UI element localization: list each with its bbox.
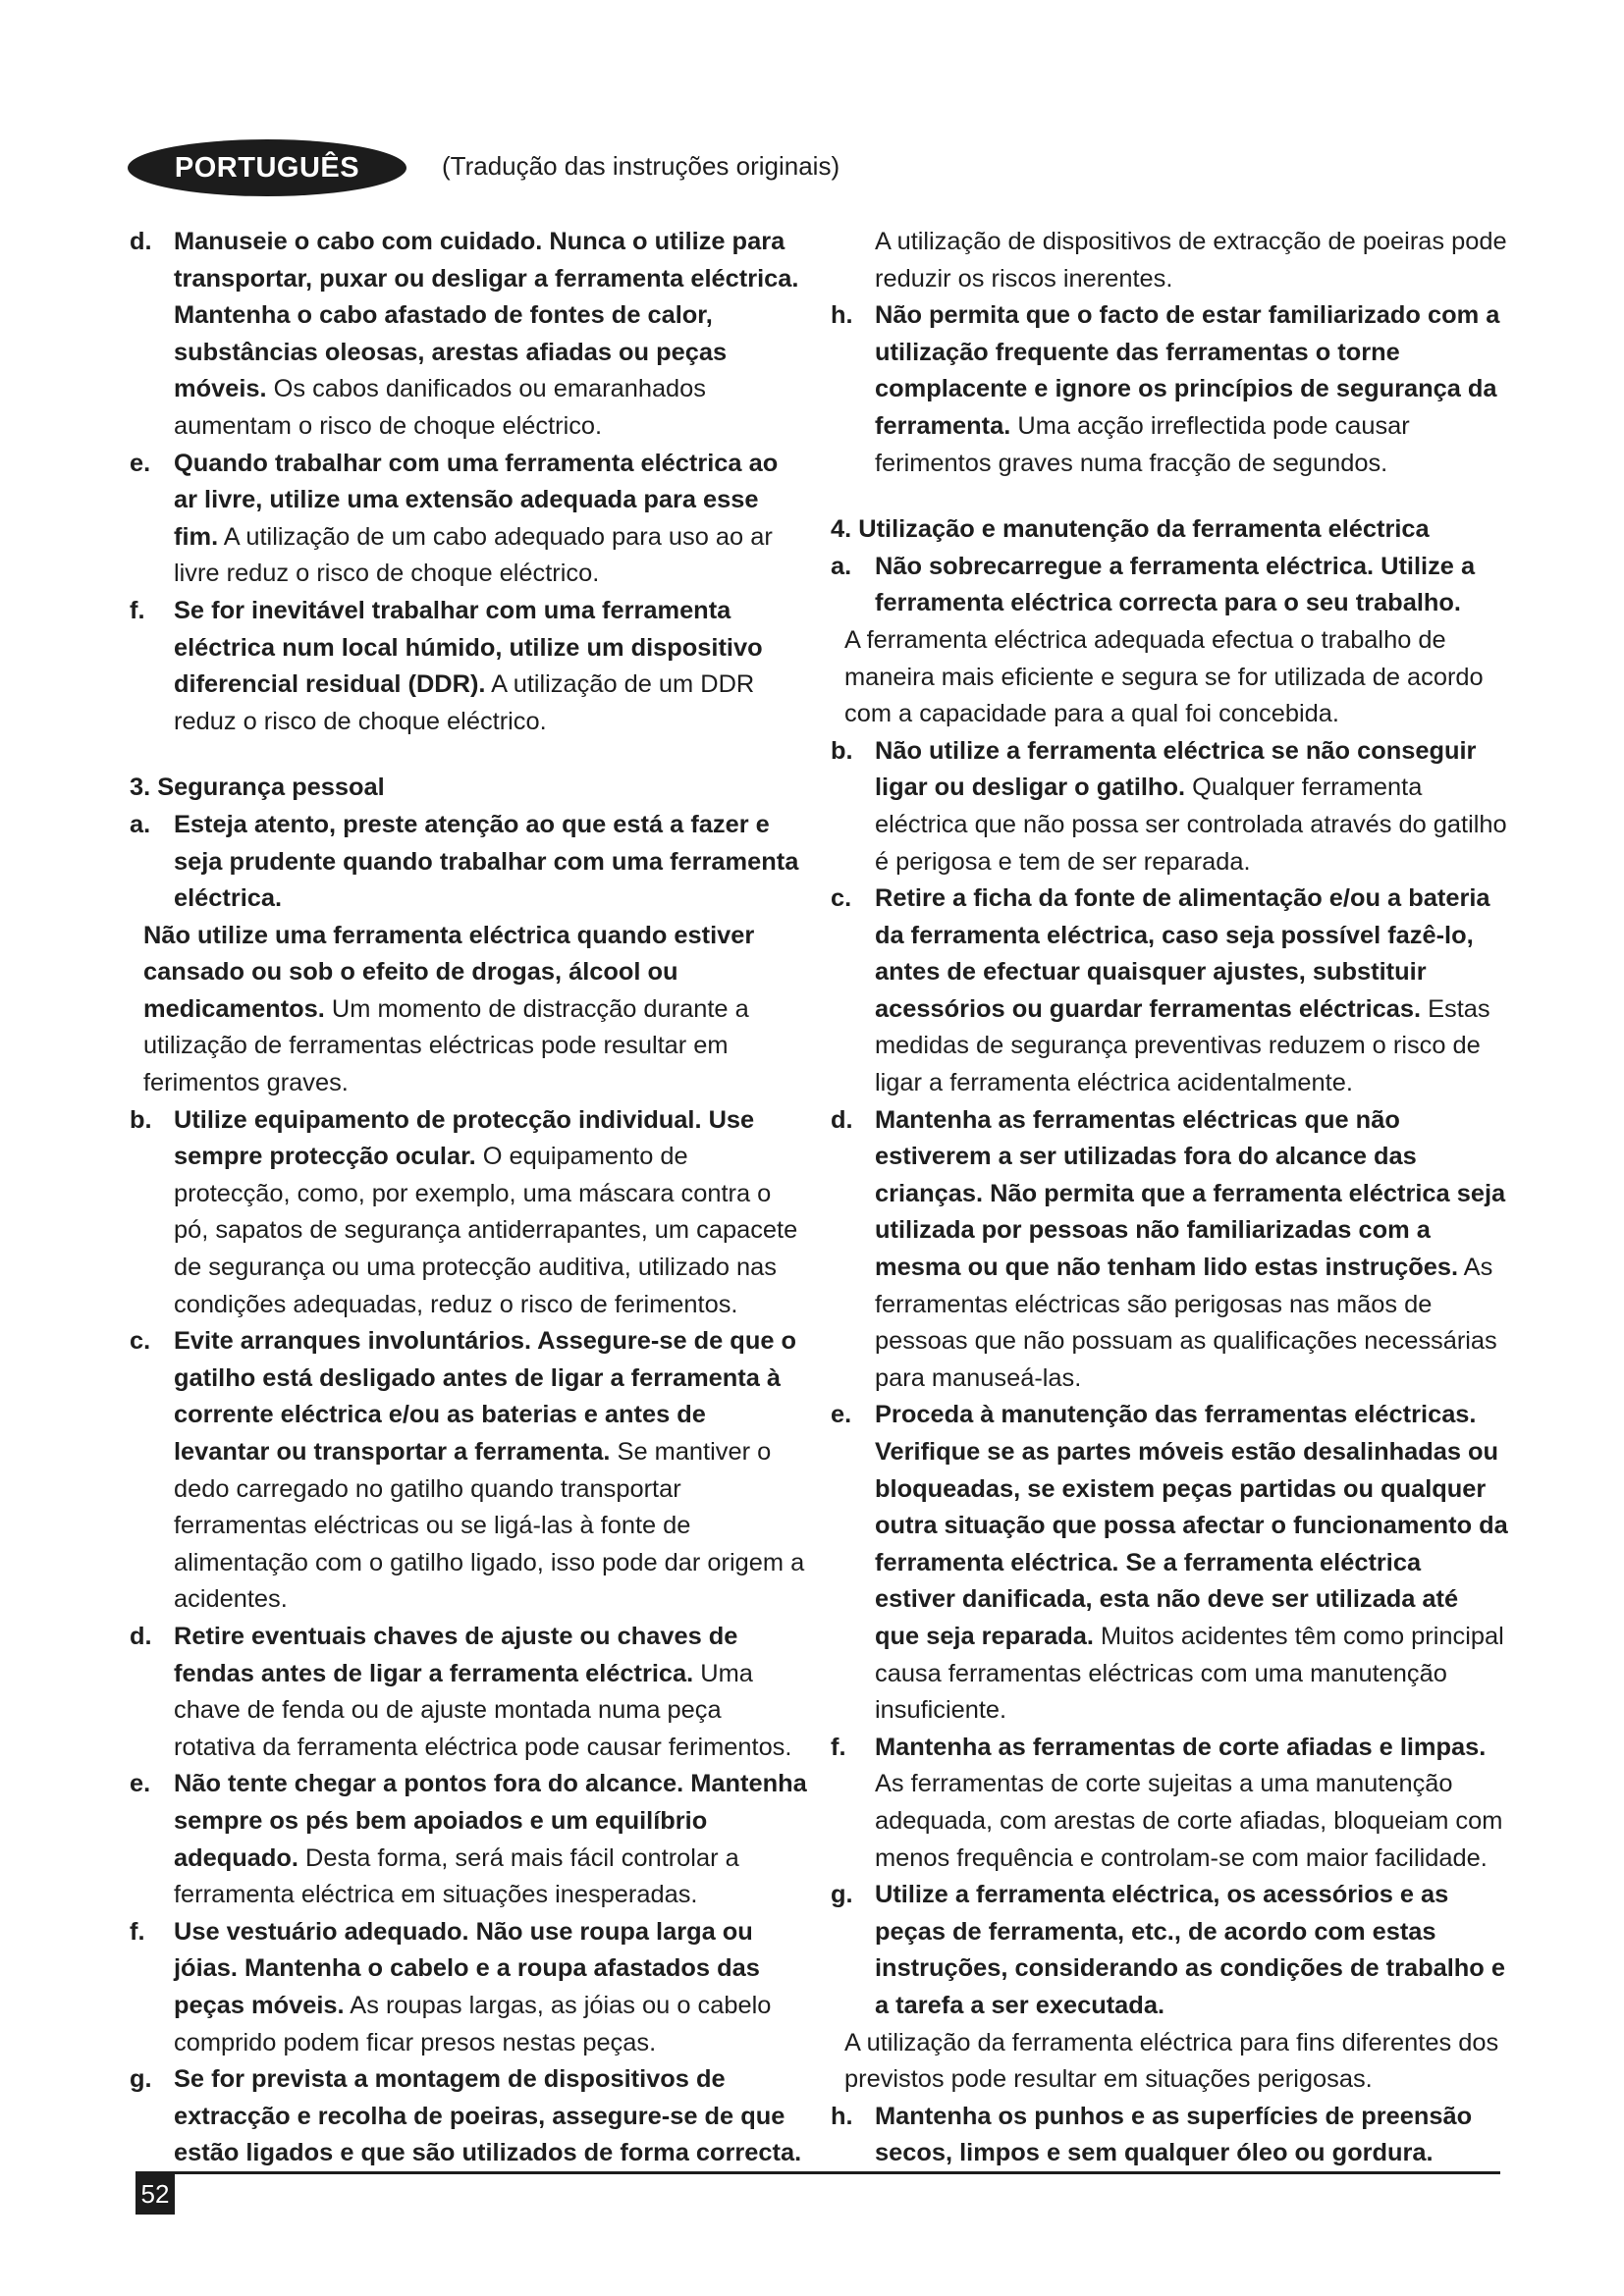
item-label: h. <box>831 301 853 330</box>
item-label: a. <box>130 810 151 838</box>
item-label: g. <box>130 2065 152 2094</box>
item-bold-text: Use vestuário adequado. Não use roupa larga ou jóias. Mantenha o cabelo e a roupa afastados das peças móveis. <box>174 1917 760 2019</box>
instruction-item <box>130 807 807 918</box>
item-text: A ferramenta eléctrica adequada efectua o trabalho de maneira mais eficiente e segura se for utilizada de acordo com a capacidade para a qual foi concebida. <box>844 625 1484 728</box>
item-bold-text: Proceda à manutenção das ferramentas eléctricas. Verifique se as partes móveis estão desalinhadas ou bloqueadas, se existem peças partidas ou qualquer outra situação que possa afectar o funcionamento da ferramenta eléctrica. Se a ferramenta eléctrica estiver danificada, esta não deve ser utilizada até que seja reparada. <box>875 1401 1508 1650</box>
item-text: As ferramentas de corte sujeitas a uma manutenção adequada, com arestas de corte afiadas, bloqueiam com menos frequência e controlam-se com maior facilidade. <box>875 1770 1503 1872</box>
item-bold-text: Mantenha as ferramentas eléctricas que não estiverem a ser utilizadas fora do alcance das crianças. Não permita que a ferramenta eléctrica seja utilizada por pessoas não familiarizadas com a mesma ou que não tenham lido estas instruções. <box>875 1105 1506 1282</box>
item-text: Desta forma, será mais fácil controlar a ferramenta eléctrica em situações inesperadas. <box>174 1843 739 1909</box>
section-gap <box>130 740 807 770</box>
instruction-item <box>831 881 1508 1102</box>
item-text: A utilização da ferramenta eléctrica para fins diferentes dos previstos pode resultar em situações perigosas. <box>844 2028 1499 2094</box>
instruction-item <box>130 2061 807 2172</box>
item-text: As roupas largas, as jóias ou o cabelo comprido podem ficar presos nestas peças. <box>174 1991 772 2056</box>
item-label: c. <box>130 1327 151 1356</box>
item-bold-text: Retire a ficha da fonte de alimentação e/ou a bateria da ferramenta eléctrica, caso seja possível fazê-lo, antes de efectuar quaisquer ajustes, substituir acessórios ou guardar ferramentas eléctricas. <box>875 884 1490 1023</box>
instruction-item <box>831 297 1508 482</box>
item-label: h. <box>831 2102 853 2130</box>
item-bold-text: Quando trabalhar com uma ferramenta eléctrica ao ar livre, utilize uma extensão adequada para esse fim. <box>174 449 779 551</box>
item-label: e. <box>130 449 151 477</box>
item-label: f. <box>130 596 145 624</box>
item-label: g. <box>831 1881 853 1909</box>
item-bold-text: Se for prevista a montagem de dispositivos de extracção e recolha de poeiras, assegure-se de que estão ligados e que são utilizados de forma correcta. <box>174 2065 802 2167</box>
item-label: a. <box>831 552 852 580</box>
item-label: b. <box>130 1105 152 1134</box>
instruction-continuation <box>831 2025 1508 2099</box>
item-text: Se mantiver o dedo carregado no gatilho quando transportar ferramentas eléctricas ou se ligá-las à fonte de alimentação com o gatilho ligado, isso pode dar origem a acidentes. <box>174 1438 805 1614</box>
item-bold-text: Retire eventuais chaves de ajuste ou chaves de fendas antes de ligar a ferramenta eléctrica. <box>174 1622 738 1687</box>
item-text: Estas medidas de segurança preventivas reduzem o risco de ligar a ferramenta eléctrica acidentalmente. <box>875 994 1490 1097</box>
instruction-item <box>831 1397 1508 1729</box>
instruction-item <box>130 1323 807 1619</box>
instruction-continuation <box>130 918 807 1102</box>
section-heading: 4. Utilização e manutenção da ferramenta eléctrica <box>831 515 1430 544</box>
instruction-item <box>130 446 807 593</box>
language-badge: PORTUGUÊS <box>128 139 406 196</box>
footer-rule <box>135 2171 1500 2174</box>
section-heading: 3. Segurança pessoal <box>130 774 385 802</box>
item-bold-text: Esteja atento, preste atenção ao que está a fazer e seja prudente quando trabalhar com uma ferramenta eléctrica. <box>174 810 799 913</box>
item-label: f. <box>130 1917 145 1946</box>
item-text: Um momento de distracção durante a utilização de ferramentas eléctricas pode resultar em ferimentos graves. <box>143 994 749 1097</box>
section-gap <box>831 482 1508 511</box>
item-text: A utilização de dispositivos de extracção de poeiras pode reduzir os riscos inerentes. <box>875 228 1507 293</box>
instruction-item <box>831 549 1508 622</box>
item-text: Qualquer ferramenta eléctrica que não possa ser controlada através do gatilho é perigosa e tem de ser reparada. <box>875 774 1507 876</box>
instruction-item <box>130 1102 807 1324</box>
item-text: O equipamento de protecção, como, por exemplo, uma máscara contra o pó, sapatos de segurança antiderrapantes, um capacete de segurança ou uma protecção auditiva, utilizado nas condições adequadas, reduz o risco de ferimentos. <box>174 1143 798 1318</box>
instruction-item <box>831 733 1508 881</box>
item-bold-text: Não utilize a ferramenta eléctrica se não conseguir ligar ou desligar o gatilho. <box>875 736 1477 802</box>
item-text: Uma acção irreflectida pode causar ferimentos graves numa fracção de segundos. <box>875 411 1410 477</box>
page-number: 52 <box>135 2173 175 2215</box>
translation-note: (Tradução das instruções originais) <box>442 151 840 181</box>
instruction-item <box>831 1102 1508 1398</box>
instruction-item <box>130 1914 807 2061</box>
item-text: Uma chave de fenda ou de ajuste montada numa peça rotativa da ferramenta eléctrica pode causar ferimentos. <box>174 1659 792 1761</box>
item-text: Os cabos danificados ou emaranhados aumentam o risco de choque eléctrico. <box>174 375 706 440</box>
item-bold-text: Não sobrecarregue a ferramenta eléctrica. Utilize a ferramenta eléctrica correcta para o seu trabalho. <box>875 552 1476 617</box>
item-label: c. <box>831 884 852 913</box>
instruction-item <box>831 1877 1508 2024</box>
item-label: d. <box>130 228 152 255</box>
right-column <box>831 224 1508 2172</box>
page-header <box>128 139 1011 198</box>
item-bold-text: Se for inevitável trabalhar com uma ferramenta eléctrica num local húmido, utilize um dispositivo diferencial residual (DDR). <box>174 596 763 699</box>
item-bold-text: Manuseie o cabo com cuidado. Nunca o utilize para transportar, puxar ou desligar a ferramenta eléctrica. Mantenha o cabo afastado de fontes de calor, substâncias oleosas, arestas afiadas ou peças móveis. <box>174 228 799 403</box>
item-label: e. <box>831 1401 852 1429</box>
item-bold-text: Mantenha os punhos e as superfícies de preensão secos, limpos e sem qualquer óleo ou gordura. <box>875 2102 1473 2167</box>
item-label: f. <box>831 1733 846 1761</box>
item-text: Muitos acidentes têm como principal causa ferramentas eléctricas com uma manutenção insuficiente. <box>875 1622 1504 1725</box>
instruction-item <box>831 2099 1508 2172</box>
instruction-item <box>130 1619 807 1766</box>
item-bold-text: Utilize a ferramenta eléctrica, os acessórios e as peças de ferramenta, etc., de acordo com estas instruções, considerando as condições de trabalho e a tarefa a ser executada. <box>875 1881 1505 2019</box>
instruction-item <box>831 1730 1508 1877</box>
item-text: A utilização de um DDR reduz o risco de choque eléctrico. <box>174 670 755 735</box>
item-bold-text: Utilize equipamento de protecção individual. Use sempre protecção ocular. <box>174 1105 755 1171</box>
item-bold-text: Não utilize uma ferramenta eléctrica quando estiver cansado ou sob o efeito de drogas, álcool ou medicamentos. <box>143 921 755 1023</box>
item-text: A utilização de um cabo adequado para uso ao ar livre reduz o risco de choque eléctrico. <box>174 522 773 588</box>
item-bold-text: Não permita que o facto de estar familiarizado com a utilização frequente das ferramentas o torne complacente e ignore os princípios de segurança da ferramenta. <box>875 301 1500 440</box>
instruction-item <box>130 1766 807 1913</box>
item-text: As ferramentas eléctricas são perigosas nas mãos de pessoas que não possuam as qualificações necessárias para manuseá-las. <box>875 1254 1497 1392</box>
item-bold-text: Mantenha as ferramentas de corte afiadas e limpas. <box>875 1733 1487 1761</box>
instruction-continuation <box>831 622 1508 733</box>
item-label: b. <box>831 736 853 765</box>
item-label: d. <box>130 1622 152 1650</box>
instruction-item <box>130 224 807 446</box>
instruction-continuation <box>831 224 1508 297</box>
left-column <box>130 224 807 2172</box>
item-label: d. <box>831 1105 853 1134</box>
item-label: e. <box>130 1770 151 1798</box>
item-bold-text: Evite arranques involuntários. Assegure-se de que o gatilho está desligado antes de ligar a ferramenta à corrente eléctrica e/ou as baterias e antes de levantar ou transportar a ferramenta. <box>174 1327 797 1466</box>
instruction-item <box>130 593 807 740</box>
item-bold-text: Não tente chegar a pontos fora do alcance. Mantenha sempre os pés bem apoiados e um equilíbrio adequado. <box>174 1770 807 1872</box>
